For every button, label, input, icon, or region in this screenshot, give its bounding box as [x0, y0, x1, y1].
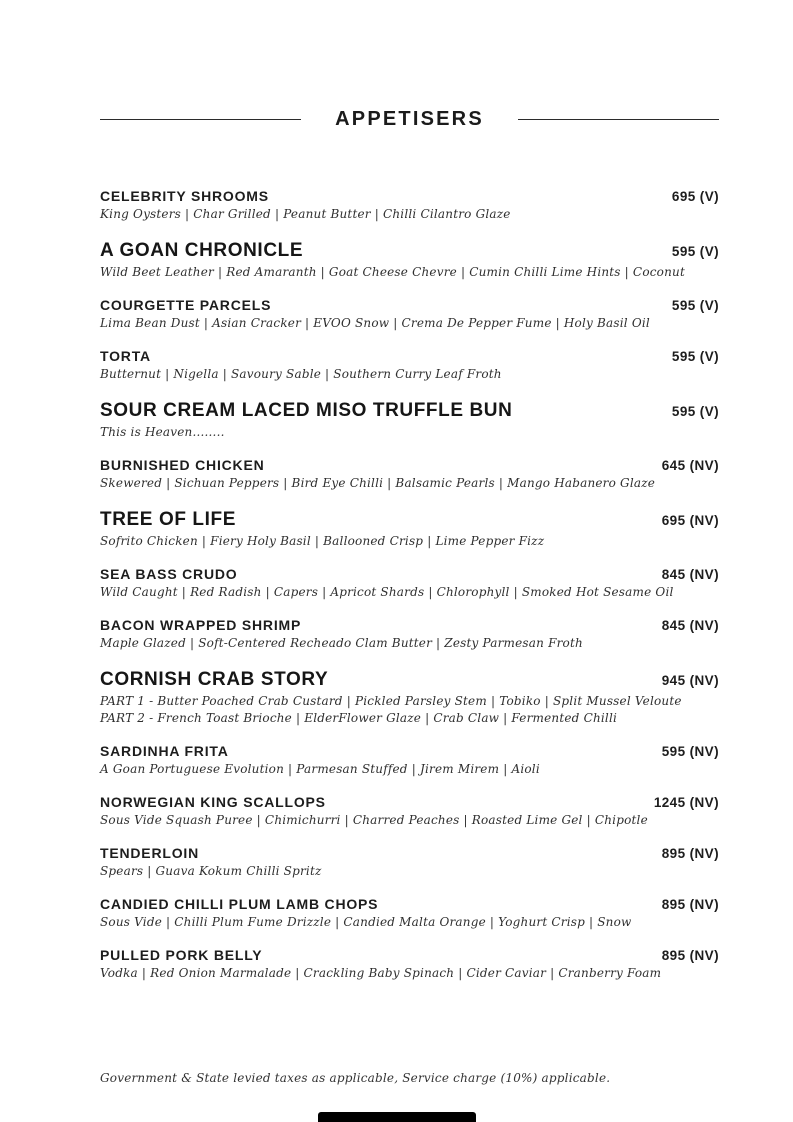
menu-item	[100, 795, 719, 829]
item-name: COURGETTE PARCELS	[100, 297, 272, 313]
item-price: 595 (V)	[671, 349, 719, 364]
menu-item	[100, 669, 719, 727]
header-left-rule	[100, 119, 301, 120]
item-description: Lima Bean Dust | Asian Cracker | EVOO Snow | Crema De Pepper Fume | Holy Basil Oil	[100, 316, 650, 330]
item-price: 695 (V)	[671, 189, 719, 204]
item-name: NORWEGIAN KING SCALLOPS	[100, 794, 326, 810]
item-name: PULLED PORK BELLY	[100, 947, 263, 963]
item-description-line2: PART 2 - French Toast Brioche | ElderFlower Glaze | Crab Claw | Fermented Chilli	[100, 711, 618, 725]
menu-item	[100, 298, 719, 332]
item-description: Vodka | Red Onion Marmalade | Crackling Baby Spinach | Cider Caviar | Cranberry Foam	[100, 966, 662, 980]
item-name: TREE OF LIFE	[100, 509, 236, 530]
item-price: 945 (NV)	[661, 673, 719, 688]
item-price: 595 (NV)	[661, 744, 719, 759]
menu-item	[100, 567, 719, 601]
item-description: Skewered | Sichuan Peppers | Bird Eye Chilli | Balsamic Pearls | Mango Habanero Glaze	[100, 476, 656, 490]
item-price: 695 (NV)	[661, 513, 719, 528]
item-description: This is Heaven........	[100, 425, 225, 439]
tax-note: Government & State levied taxes as applicable, Service charge (10%) applicable.	[100, 1071, 611, 1085]
item-name: CANDIED CHILLI PLUM LAMB CHOPS	[100, 896, 379, 912]
menu-item	[100, 189, 719, 223]
menu-item	[100, 897, 719, 931]
menu-item	[100, 948, 719, 982]
home-indicator-bar	[318, 1112, 476, 1122]
item-price: 1245 (NV)	[653, 795, 719, 810]
header-right-rule	[518, 119, 719, 120]
item-price: 595 (V)	[671, 244, 719, 259]
menu-item	[100, 618, 719, 652]
menu-list	[100, 189, 719, 999]
item-name: BURNISHED CHICKEN	[100, 457, 265, 473]
item-description: A Goan Portuguese Evolution | Parmesan Stuffed | Jirem Mirem | Aioli	[100, 762, 540, 776]
item-price: 895 (NV)	[661, 846, 719, 861]
item-price: 895 (NV)	[661, 948, 719, 963]
item-description: Wild Beet Leather | Red Amaranth | Goat Cheese Chevre | Cumin Chilli Lime Hints | Coconut	[100, 265, 685, 279]
menu-item	[100, 509, 719, 550]
menu-item	[100, 400, 719, 441]
item-price: 595 (V)	[671, 298, 719, 313]
item-name: CORNISH CRAB STORY	[100, 669, 329, 690]
section-header	[100, 108, 719, 131]
item-name: A GOAN CHRONICLE	[100, 240, 304, 261]
item-price: 845 (NV)	[661, 618, 719, 633]
item-price: 645 (NV)	[661, 458, 719, 473]
item-name: TORTA	[100, 348, 151, 364]
item-name: SOUR CREAM LACED MISO TRUFFLE BUN	[100, 400, 513, 421]
item-name: CELEBRITY SHROOMS	[100, 188, 269, 204]
item-name: BACON WRAPPED SHRIMP	[100, 617, 302, 633]
page-title: APPETISERS	[335, 108, 484, 130]
menu-item	[100, 240, 719, 281]
item-description: Sous Vide | Chilli Plum Fume Drizzle | Candied Malta Orange | Yoghurt Crisp | Snow	[100, 915, 632, 929]
item-name: SARDINHA FRITA	[100, 743, 229, 759]
item-price: 595 (V)	[671, 404, 719, 419]
menu-item	[100, 744, 719, 778]
item-price: 845 (NV)	[661, 567, 719, 582]
item-description: PART 1 - Butter Poached Crab Custard | Pickled Parsley Stem | Tobiko | Split Mussel Veloute	[100, 694, 682, 708]
item-description: Sous Vide Squash Puree | Chimichurri | Charred Peaches | Roasted Lime Gel | Chipotle	[100, 813, 648, 827]
item-description: Wild Caught | Red Radish | Capers | Apricot Shards | Chlorophyll | Smoked Hot Sesame Oil	[100, 585, 674, 599]
item-description: Maple Glazed | Soft-Centered Recheado Clam Butter | Zesty Parmesan Froth	[100, 636, 583, 650]
item-name: TENDERLOIN	[100, 845, 199, 861]
item-description: King Oysters | Char Grilled | Peanut Butter | Chilli Cilantro Glaze	[100, 207, 511, 221]
item-name: SEA BASS CRUDO	[100, 566, 238, 582]
item-description: Spears | Guava Kokum Chilli Spritz	[100, 864, 322, 878]
menu-item	[100, 349, 719, 383]
menu-item	[100, 458, 719, 492]
item-price: 895 (NV)	[661, 897, 719, 912]
item-description: Sofrito Chicken | Fiery Holy Basil | Ballooned Crisp | Lime Pepper Fizz	[100, 534, 545, 548]
item-description: Butternut | Nigella | Savoury Sable | Southern Curry Leaf Froth	[100, 367, 502, 381]
menu-item	[100, 846, 719, 880]
